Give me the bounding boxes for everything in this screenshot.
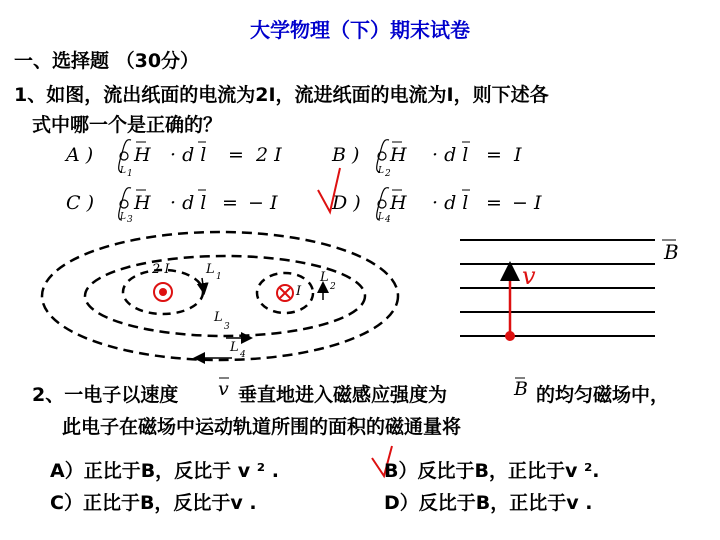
- label-l1: L: [206, 262, 215, 277]
- label-l4: L: [230, 340, 239, 355]
- field-lines: [460, 240, 655, 336]
- label-l2: L: [320, 270, 329, 285]
- q2-stem-line2: 此电子在磁场中运动轨道所围的面积的磁通量将: [62, 416, 462, 438]
- q2-stem-part1: 2、一电子以速度: [32, 384, 179, 406]
- integral-symbol-d: [377, 188, 389, 220]
- label-b-field: B: [664, 240, 679, 264]
- integral-symbol-c: [119, 188, 131, 220]
- q2-stem-part3: 的均匀磁场中，: [536, 384, 670, 406]
- label-2i: 2 I: [152, 262, 170, 277]
- label-velocity: v: [522, 262, 536, 290]
- q2-stem-part2: 垂直地进入磁感应强度为: [238, 384, 448, 406]
- q2-b-symbol: B: [514, 378, 528, 400]
- q2-option-d: D）反比于B，正比于v .: [384, 492, 593, 514]
- q2-option-c: C）正比于B，反比于v .: [50, 492, 257, 514]
- q1-stem-line2: 式中哪一个是正确的？: [32, 114, 223, 136]
- q1-stem-line1: 1、如图，流出纸面的电流为2I，流进纸面的电流为I，则下述各: [14, 84, 549, 106]
- label-l3: L: [214, 310, 223, 325]
- q2-option-b: B）反比于B，正比于v ².: [384, 460, 600, 482]
- electron-dot-icon: [505, 331, 515, 341]
- vector-bars: [136, 142, 470, 190]
- loop-l4: [42, 232, 398, 360]
- section-heading: 一、选择题 （30分）: [14, 50, 200, 72]
- check-mark-q1-icon: [318, 168, 340, 212]
- integral-symbol-b: [377, 140, 389, 172]
- page-title: 大学物理（下）期末试卷: [250, 18, 470, 42]
- integral-symbol-a: [119, 140, 131, 172]
- q2-v-symbol: v: [218, 378, 229, 400]
- label-i: I: [296, 284, 302, 299]
- q2-option-a: A）正比于B，反比于 v ² .: [50, 460, 279, 482]
